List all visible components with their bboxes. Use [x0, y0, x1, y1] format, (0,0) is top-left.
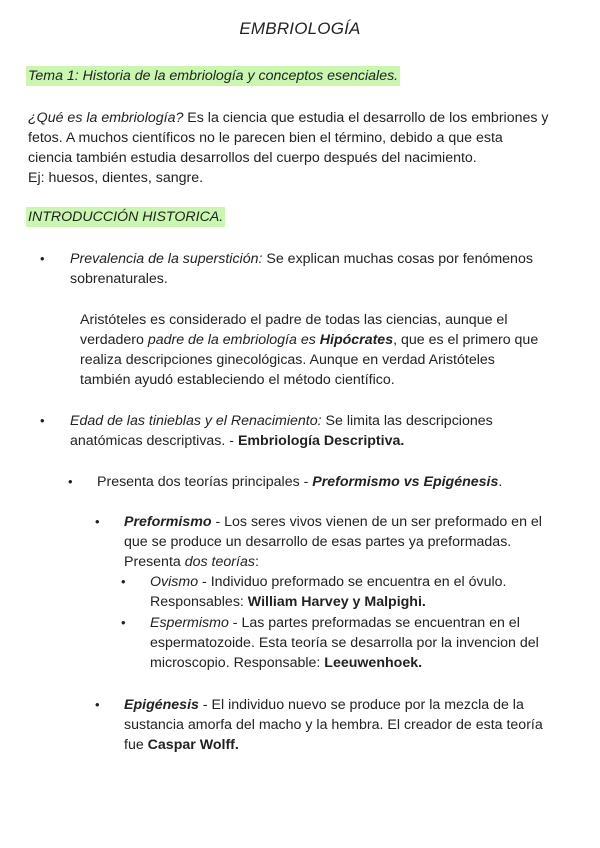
b7-line-3-a: fue	[124, 737, 148, 753]
b3-theories: Preformismo vs Epigénesis	[312, 474, 499, 490]
b4-line-3-a: Presenta	[124, 554, 185, 570]
b6-leeuwenhoek: Leeuwenhoek.	[324, 655, 423, 671]
b2-line-1	[70, 411, 493, 431]
b5-line-2-a: Responsables:	[150, 594, 248, 610]
b6-line-1-rest: - Las partes preformadas se encuentran en el	[228, 615, 520, 631]
b6-line-3-a: microscopio. Responsable:	[150, 655, 325, 671]
intro-line-2: fetos. A muchos científicos no le parecen bien el término, debido a que esta	[28, 130, 503, 146]
bullet-6: •	[121, 615, 126, 630]
b2-embriologia-descriptiva: Embriología Descriptiva.	[237, 433, 405, 449]
para-line-2-italic: padre de la embriología es	[147, 332, 320, 348]
intro-line-1	[28, 108, 549, 128]
b4-line-3	[124, 552, 259, 572]
b2-label: Edad de las tinieblas y el Renacimiento:	[70, 413, 322, 429]
b7-caspar-wolff: Caspar Wolff.	[147, 737, 239, 753]
para-line-2-rest: , que es el primero que	[393, 332, 539, 348]
b5-line-2	[150, 592, 426, 612]
b3-line-1	[97, 472, 502, 492]
b7-line-1	[124, 695, 524, 715]
b6-line-1	[150, 613, 520, 633]
bullet-1: •	[40, 251, 45, 266]
b7-label: Epigénesis	[124, 697, 199, 713]
intro-heading: INTRODUCCIÓN HISTORICA.	[28, 209, 224, 225]
b4-line-2: que se produce un desarrollo de esas partes ya preformadas.	[124, 534, 512, 550]
b4-dos-teorias: dos teorías	[184, 554, 255, 570]
b5-label: Ovismo	[150, 574, 199, 590]
bullet-4: •	[95, 514, 100, 529]
b7-line-1-rest: - El individuo nuevo se produce por la mezcla de la	[198, 697, 524, 713]
intro-line-4: Ej: huesos, dientes, sangre.	[28, 170, 204, 186]
b3-a: Presenta dos teorías principales -	[97, 474, 313, 490]
b2-line-2	[70, 431, 404, 451]
page-title: EMBRIOLOGÍA	[239, 19, 361, 38]
b3-end: .	[498, 474, 503, 490]
b2-line-1-rest: Se limita las descripciones	[321, 413, 493, 429]
bullet-5: •	[121, 574, 126, 589]
b1-line-1	[70, 249, 533, 269]
intro-line-3: ciencia también estudia desarrollos del cuerpo después del nacimiento.	[28, 150, 477, 166]
bullet-3: •	[68, 474, 73, 489]
b4-label: Preformismo	[124, 514, 212, 530]
b5-responsables: William Harvey y Malpighi.	[247, 594, 426, 610]
b6-line-2: espermatozoide. Esta teoría se desarrolla por la invencion del	[150, 635, 539, 651]
b1-label: Prevalencia de la superstición:	[70, 251, 263, 267]
b4-line-1-rest: - Los seres vivos vienen de un ser preformado en el	[211, 514, 542, 530]
b1-line-1-rest: Se explican muchas cosas por fenómenos	[262, 251, 533, 267]
para-line-2-a: verdadero	[80, 332, 148, 348]
b4-line-3-end: :	[254, 554, 259, 570]
para-line-2	[80, 330, 538, 350]
para-line-1: Aristóteles es considerado el padre de todas las ciencias, aunque el	[80, 312, 508, 328]
para-line-4: también ayudó estableciendo el método científico.	[80, 372, 395, 388]
b7-line-2: sustancia amorfa del macho y la hembra. El creador de esta teoría	[124, 717, 543, 733]
b6-line-3	[150, 653, 422, 673]
b6-label: Espermismo	[150, 615, 229, 631]
intro-line-1-rest: Es la ciencia que estudia el desarrollo de los embriones y	[183, 110, 549, 126]
b5-line-1-rest: - Individuo preformado se encuentra en el óvulo.	[198, 574, 507, 590]
b1-line-2: sobrenaturales.	[70, 271, 168, 287]
para-line-3: realiza descripciones ginecológicas. Aunque en verdad Aristóteles	[80, 352, 495, 368]
b5-line-1	[150, 572, 506, 592]
intro-question: ¿Qué es la embriología?	[28, 110, 184, 126]
tema-heading: Tema 1: Historia de la embriología y conceptos esenciales.	[28, 68, 399, 84]
b4-line-1	[124, 512, 542, 532]
para-hipocrates: Hipócrates	[319, 332, 394, 348]
b7-line-3	[124, 735, 239, 755]
b2-line-2-a: anatómicas descriptivas. -	[70, 433, 238, 449]
bullet-7: •	[95, 697, 100, 712]
bullet-2: •	[40, 413, 45, 428]
